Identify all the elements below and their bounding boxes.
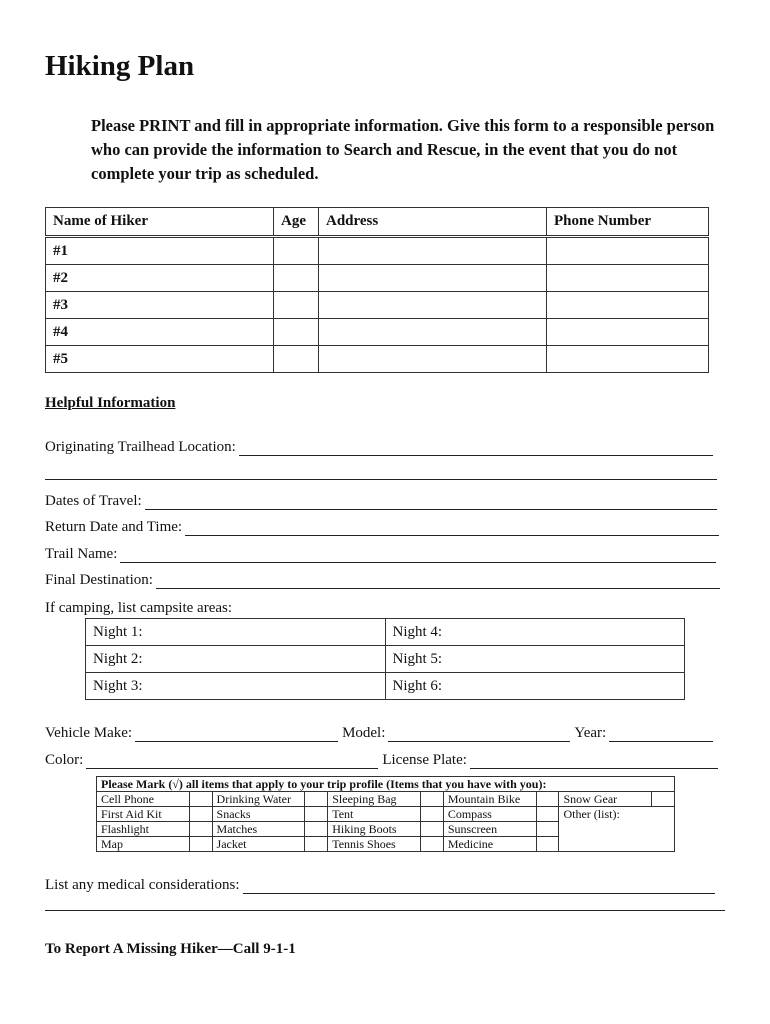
- vehicle-model-field[interactable]: [388, 727, 570, 742]
- hikers-header-row: [46, 208, 709, 237]
- trailhead-field[interactable]: [239, 441, 713, 456]
- col-header-name: Name of Hiker: [46, 208, 274, 237]
- hiker-number: #1: [46, 237, 274, 265]
- camping-line: [45, 597, 232, 617]
- gear-item: First Aid Kit: [97, 807, 190, 822]
- gear-item: Mountain Bike: [443, 792, 536, 807]
- gear-item: Drinking Water: [212, 792, 305, 807]
- page-title: Hiking Plan: [45, 50, 195, 82]
- gear-checkbox[interactable]: [536, 837, 559, 852]
- gear-checkbox[interactable]: [420, 822, 443, 837]
- night-cell[interactable]: Night 2:: [86, 646, 386, 673]
- campsite-row: [86, 619, 685, 646]
- hiker-address-cell[interactable]: [319, 292, 547, 319]
- night-cell[interactable]: Night 3:: [86, 673, 386, 700]
- hiker-age-cell[interactable]: [274, 346, 319, 373]
- gear-header-row: [97, 777, 675, 792]
- gear-checklist: [96, 776, 675, 852]
- trailhead-label: Originating Trailhead Location:: [45, 439, 236, 455]
- final-dest-line: [45, 569, 720, 589]
- hiker-address-cell[interactable]: [319, 346, 547, 373]
- plate-label: License Plate:: [382, 752, 467, 768]
- vehicle-make-field[interactable]: [135, 727, 338, 742]
- gear-item: Hiking Boots: [328, 822, 421, 837]
- dates-line: [45, 490, 717, 510]
- gear-checkbox[interactable]: [189, 822, 212, 837]
- campsite-row: [86, 673, 685, 700]
- hiker-number: #4: [46, 319, 274, 346]
- color-field[interactable]: [86, 754, 378, 769]
- gear-checkbox[interactable]: [305, 807, 328, 822]
- gear-item: Jacket: [212, 837, 305, 852]
- color-plate-line: [45, 749, 718, 769]
- gear-instructions: Please Mark (√) all items that apply to your trip profile (Items that you have with you):: [97, 777, 675, 792]
- plate-field[interactable]: [470, 754, 718, 769]
- trail-name-field[interactable]: [120, 548, 716, 563]
- color-label: Color:: [45, 752, 84, 768]
- campsite-row: [86, 646, 685, 673]
- final-dest-label: Final Destination:: [45, 572, 153, 588]
- hiker-address-cell[interactable]: [319, 319, 547, 346]
- gear-item: Compass: [443, 807, 536, 822]
- intro-paragraph: Please PRINT and fill in appropriate information. Give this form to a responsible person who can provide the information to Search and Rescue, in the event that you do not complete your trip as scheduled.: [91, 116, 715, 183]
- gear-item: Tennis Shoes: [328, 837, 421, 852]
- hiker-row: [46, 237, 709, 265]
- final-dest-field[interactable]: [156, 574, 720, 589]
- return-field[interactable]: [185, 521, 719, 536]
- hiker-number: #2: [46, 265, 274, 292]
- gear-row: [97, 792, 675, 807]
- gear-checkbox[interactable]: [420, 837, 443, 852]
- gear-checkbox[interactable]: [536, 822, 559, 837]
- gear-other-list[interactable]: Other (list):: [559, 807, 675, 852]
- hiker-phone-cell[interactable]: [547, 265, 709, 292]
- night-cell[interactable]: Night 1:: [86, 619, 386, 646]
- medical-field[interactable]: [243, 879, 715, 894]
- hiker-phone-cell[interactable]: [547, 292, 709, 319]
- trail-name-label: Trail Name:: [45, 546, 118, 562]
- col-header-age: Age: [274, 208, 319, 237]
- gear-item: Sunscreen: [443, 822, 536, 837]
- trail-name-line: [45, 543, 716, 563]
- gear-checkbox[interactable]: [420, 792, 443, 807]
- hiker-age-cell[interactable]: [274, 265, 319, 292]
- gear-item: Sleeping Bag: [328, 792, 421, 807]
- night-cell[interactable]: Night 5:: [385, 646, 685, 673]
- night-cell[interactable]: Night 6:: [385, 673, 685, 700]
- gear-item: Snacks: [212, 807, 305, 822]
- hiker-address-cell[interactable]: [319, 265, 547, 292]
- dates-label: Dates of Travel:: [45, 493, 142, 509]
- gear-item: Map: [97, 837, 190, 852]
- night-cell[interactable]: Night 4:: [385, 619, 685, 646]
- hiker-phone-cell[interactable]: [547, 319, 709, 346]
- hiker-number: #3: [46, 292, 274, 319]
- hiker-row: [46, 319, 709, 346]
- camping-label: If camping, list campsite areas:: [45, 600, 233, 616]
- report-missing-hiker: To Report A Missing Hiker—Call 9-1-1: [45, 941, 296, 957]
- hiker-row: [46, 346, 709, 373]
- trailhead-line: [45, 436, 713, 456]
- gear-checkbox[interactable]: [420, 807, 443, 822]
- gear-checkbox[interactable]: [189, 837, 212, 852]
- helpful-info-heading: Helpful Information: [45, 395, 176, 411]
- gear-checkbox[interactable]: [536, 807, 559, 822]
- gear-item: Snow Gear: [559, 792, 652, 807]
- vehicle-line: [45, 722, 713, 742]
- hiker-phone-cell[interactable]: [547, 346, 709, 373]
- vehicle-year-field[interactable]: [609, 727, 713, 742]
- col-header-phone: Phone Number: [547, 208, 709, 237]
- gear-checkbox[interactable]: [536, 792, 559, 807]
- dates-field[interactable]: [145, 495, 717, 510]
- medical-line: [45, 874, 715, 894]
- hiker-phone-cell[interactable]: [547, 237, 709, 265]
- hiker-age-cell[interactable]: [274, 237, 319, 265]
- campsite-table: [85, 618, 685, 700]
- vehicle-model-label: Model:: [342, 725, 386, 741]
- hiker-row: [46, 292, 709, 319]
- medical-field-continued[interactable]: [45, 909, 725, 911]
- trailhead-field-continued[interactable]: [45, 478, 717, 480]
- hiker-age-cell[interactable]: [274, 292, 319, 319]
- hiker-row: [46, 265, 709, 292]
- vehicle-make-label: Vehicle Make:: [45, 725, 133, 741]
- gear-checkbox[interactable]: [189, 792, 212, 807]
- gear-item: Flashlight: [97, 822, 190, 837]
- gear-checkbox[interactable]: [189, 807, 212, 822]
- gear-item: Matches: [212, 822, 305, 837]
- col-header-address: Address: [319, 208, 547, 237]
- gear-item: Cell Phone: [97, 792, 190, 807]
- gear-checkbox[interactable]: [652, 792, 675, 807]
- vehicle-year-label: Year:: [574, 725, 607, 741]
- gear-checkbox[interactable]: [305, 822, 328, 837]
- gear-row: [97, 807, 675, 822]
- hiker-address-cell[interactable]: [319, 237, 547, 265]
- gear-item: Medicine: [443, 837, 536, 852]
- hikers-table: [45, 207, 709, 373]
- return-label: Return Date and Time:: [45, 519, 183, 535]
- return-line: [45, 516, 719, 536]
- medical-label: List any medical considerations:: [45, 877, 240, 893]
- gear-checkbox[interactable]: [305, 792, 328, 807]
- gear-checkbox[interactable]: [305, 837, 328, 852]
- gear-item: Tent: [328, 807, 421, 822]
- hiker-number: #5: [46, 346, 274, 373]
- hiker-age-cell[interactable]: [274, 319, 319, 346]
